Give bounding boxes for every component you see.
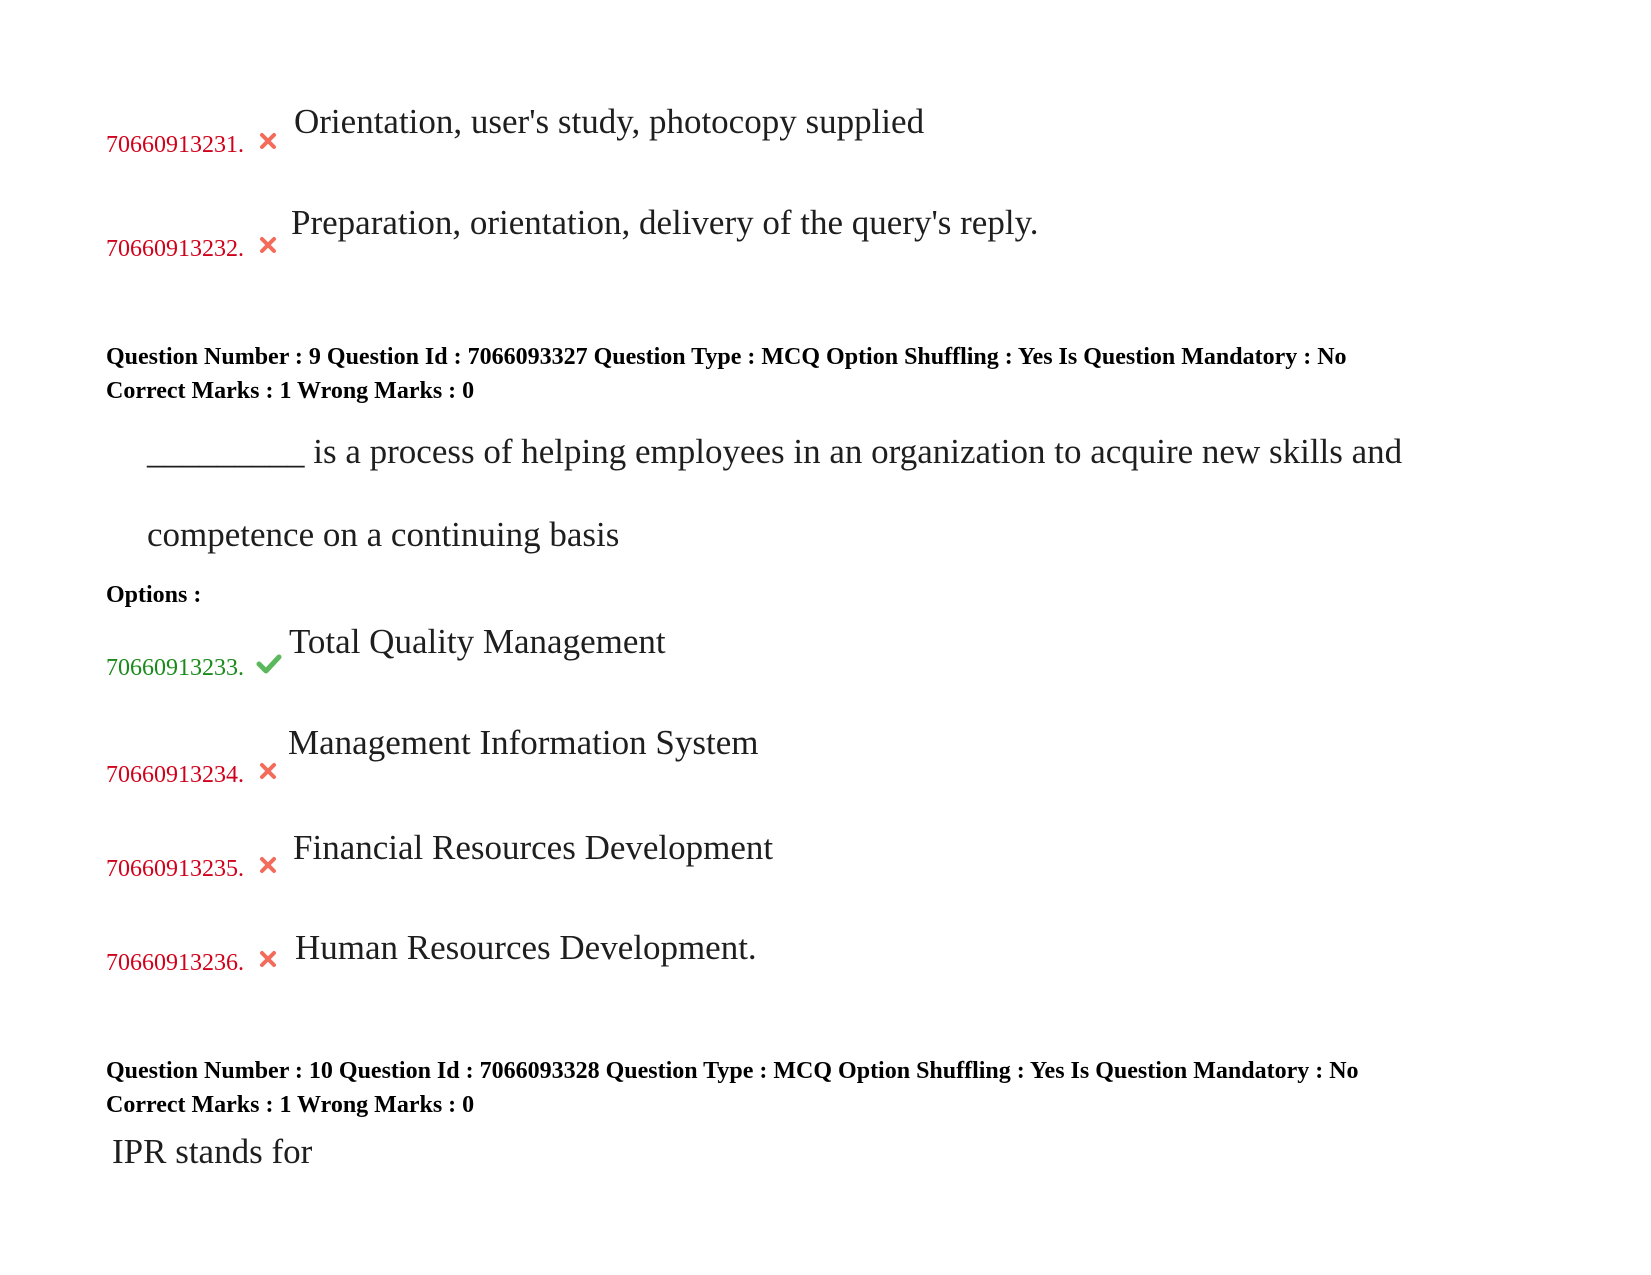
question-text: _________ is a process of helping employees in an organization to acquire new skills and bbox=[147, 432, 1403, 471]
question-text: IPR stands for bbox=[112, 1132, 313, 1171]
question-meta: Question Number : 9 Question Id : 7066093327 Question Type : MCQ Option Shuffling : Yes Is Question Mandatory : No bbox=[106, 344, 1347, 370]
option-text: Financial Resources Development bbox=[293, 828, 774, 867]
option-text: Orientation, user's study, photocopy supplied bbox=[294, 102, 925, 141]
option-text: Management Information System bbox=[288, 723, 759, 762]
option-text: Total Quality Management bbox=[289, 622, 666, 661]
question-marks: Correct Marks : 1 Wrong Marks : 0 bbox=[106, 1092, 475, 1118]
option-id: 70660913232. bbox=[106, 236, 244, 262]
question-meta: Question Number : 10 Question Id : 7066093328 Question Type : MCQ Option Shuffling : Yes Is Question Mandatory : No bbox=[106, 1058, 1359, 1084]
option-id: 70660913236. bbox=[106, 950, 244, 976]
cross-icon bbox=[258, 761, 278, 781]
option-id: 70660913234. bbox=[106, 762, 244, 788]
options-label: Options : bbox=[106, 582, 202, 608]
question-marks: Correct Marks : 1 Wrong Marks : 0 bbox=[106, 378, 475, 404]
option-text: Human Resources Development. bbox=[295, 928, 757, 967]
cross-icon bbox=[258, 235, 278, 255]
cross-icon bbox=[258, 855, 278, 875]
cross-icon bbox=[258, 131, 278, 151]
option-text: Preparation, orientation, delivery of the query's reply. bbox=[291, 203, 1039, 242]
cross-icon bbox=[258, 949, 278, 969]
check-icon bbox=[256, 653, 282, 675]
option-id: 70660913231. bbox=[106, 132, 244, 158]
question-text-continued: competence on a continuing basis bbox=[147, 515, 620, 554]
option-id: 70660913233. bbox=[106, 655, 244, 681]
option-id: 70660913235. bbox=[106, 856, 244, 882]
